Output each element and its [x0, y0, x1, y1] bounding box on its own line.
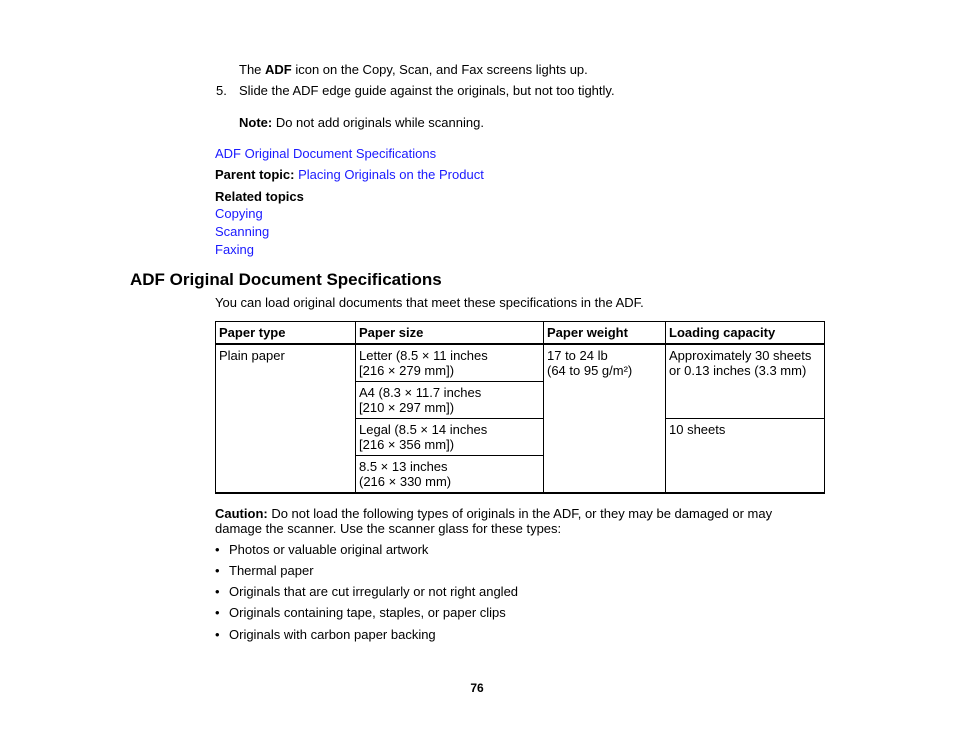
parent-topic-label: Parent topic:	[215, 167, 295, 182]
caution-line-2: damage the scanner. Use the scanner glass for these types:	[215, 521, 562, 536]
cell-paper-weight: 17 to 24 lb (64 to 95 g/m²)	[544, 344, 666, 493]
parent-topic	[215, 167, 484, 182]
step-intro-text: The ADF icon on the Copy, Scan, and Fax screens lights up.	[239, 62, 588, 77]
note-text: Do not add originals while scanning.	[272, 115, 484, 130]
related-link-copying[interactable]: Copying	[215, 206, 263, 221]
step-number: 5.	[216, 83, 227, 98]
table-row	[216, 344, 825, 382]
header-loading-capacity: Loading capacity	[666, 322, 825, 345]
section-title: ADF Original Document Specifications	[130, 270, 442, 289]
header-paper-type: Paper type	[216, 322, 356, 345]
adf-spec-link[interactable]: ADF Original Document Specifications	[215, 146, 437, 161]
table-header-row	[216, 322, 825, 345]
step-5-text: Slide the ADF edge guide against the originals, but not too tightly.	[239, 83, 615, 98]
related-link-faxing[interactable]: Faxing	[215, 242, 255, 257]
bullet-icon: •	[215, 563, 220, 578]
bullet-icon: •	[215, 542, 220, 557]
cell-paper-type: Plain paper	[216, 344, 356, 493]
bullet-icon: •	[215, 605, 220, 620]
cell-capacity-10: 10 sheets	[666, 419, 825, 494]
cell-capacity-30: Approximately 30 sheets or 0.13 inches (3.3 mm)	[666, 344, 825, 419]
caution-label: Caution:	[215, 506, 268, 521]
section-intro: You can load original documents that meet these specifications in the ADF.	[215, 295, 644, 310]
related-link-scanning[interactable]: Scanning	[215, 224, 270, 239]
related-topics-label: Related topics	[215, 189, 304, 204]
adf-spec-table	[215, 321, 825, 494]
bullet-icon: •	[215, 627, 220, 642]
header-paper-weight: Paper weight	[544, 322, 666, 345]
page-number: 76	[470, 681, 484, 695]
cell-size-8-5x13: 8.5 × 13 inches (216 × 330 mm)	[356, 456, 544, 494]
note-label: Note:	[239, 115, 273, 130]
adf-term: ADF	[265, 62, 292, 77]
caution-line-1: Caution: Do not load the following types of originals in the ADF, or they may be damaged or may	[215, 506, 773, 521]
cell-size-a4: A4 (8.3 × 11.7 inches [210 × 297 mm])	[356, 382, 544, 419]
parent-topic-link[interactable]: Placing Originals on the Product	[298, 167, 484, 182]
header-paper-size: Paper size	[356, 322, 544, 345]
bullet-icon: •	[215, 584, 220, 599]
cell-size-letter: Letter (8.5 × 11 inches [216 × 279 mm])	[356, 344, 544, 382]
note	[239, 115, 484, 130]
cell-size-legal: Legal (8.5 × 14 inches [216 × 356 mm])	[356, 419, 544, 456]
